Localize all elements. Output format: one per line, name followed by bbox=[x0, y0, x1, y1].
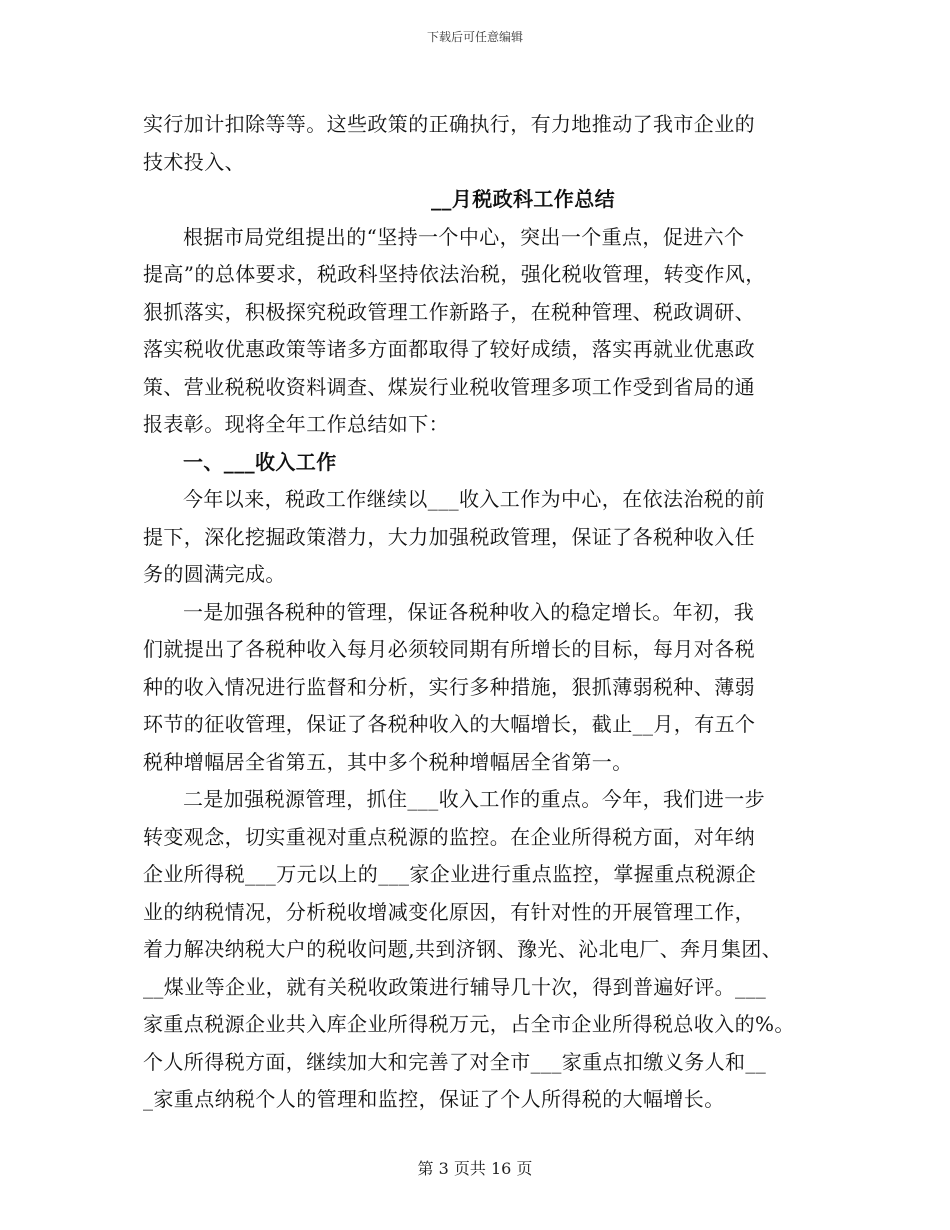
paragraph-line: 家重点税源企业共入库企业所得税万元，占全市企业所得税总收入的%。 bbox=[143, 1012, 795, 1036]
paragraph-line: __煤业等企业，就有关税收政策进行辅导几十次，得到普遍好评。___ bbox=[143, 974, 767, 999]
paragraph-line: 一是加强各税种的管理，保证各税种收入的稳定增长。年初，我 bbox=[183, 599, 755, 624]
paragraph-line: 落实税收优惠政策等诸多方面都取得了较好成绩，落实再就业优惠政 bbox=[143, 337, 755, 361]
paragraph-line: 们就提出了各税种收入每月必须较同期有所增长的目标，每月对各税 bbox=[143, 637, 755, 661]
paragraph-line: 业的纳税情况，分析税收增减变化原因，有针对性的开展管理工作， bbox=[143, 899, 755, 924]
paragraph-line: 策、营业税税收资料调查、煤炭行业税收管理多项工作受到省局的通 bbox=[143, 374, 755, 399]
page-number: 第 3 页共 16 页 bbox=[417, 1159, 533, 1178]
paragraph-line: 提高”的总体要求，税政科坚持依法治税，强化税收管理，转变作风， bbox=[143, 262, 766, 286]
paragraph-line: 二是加强税源管理，抓住___收入工作的重点。今年，我们进一步 bbox=[183, 787, 765, 811]
paragraph-line: 提下，深化挖掘政策潜力，大力加强税政管理，保证了各税种收入任 bbox=[143, 524, 755, 549]
paragraph-line: 狠抓落实，积极探究税政管理工作新路子，在税种管理、税政调研、 bbox=[143, 299, 755, 324]
paragraph-line: 实行加计扣除等等。这些政策的正确执行，有力地推动了我市企业的 bbox=[143, 112, 755, 136]
paragraph-line: _家重点纳税个人的管理和监控，保证了个人所得税的大幅增长。 bbox=[143, 1087, 725, 1111]
paragraph-line: 根据市局党组提出的“坚持一个中心，突出一个重点，促进六个 bbox=[183, 224, 745, 249]
paragraph-line: 转变观念，切实重视对重点税源的监控。在企业所得税方面，对年纳 bbox=[143, 824, 755, 849]
paragraph-line: 着力解决纳税大户的税收问题,共到济钢、豫光、沁北电厂、奔月集团、 bbox=[143, 937, 783, 961]
paragraph-line: 企业所得税___万元以上的___家企业进行重点监控，掌握重点税源企 bbox=[143, 862, 757, 886]
paragraph-line: 种的收入情况进行监督和分析，实行多种措施，狠抓薄弱税种、薄弱 bbox=[143, 674, 755, 699]
paragraph-line: 技术投入、 bbox=[143, 149, 245, 174]
paragraph-line: 个人所得税方面，继续加大和完善了对全市___家重点扣缴义务人和__ bbox=[143, 1049, 767, 1074]
paragraph-line: 今年以来，税政工作继续以___收入工作为中心，在依法治税的前 bbox=[183, 487, 765, 511]
paragraph-line: 税种增幅居全省第五，其中多个税种增幅居全省第一。 bbox=[143, 749, 633, 774]
section-title: __月税政科工作总结 bbox=[431, 187, 615, 211]
header-note: 下载后可任意编辑 bbox=[426, 30, 523, 44]
document-body bbox=[143, 106, 823, 1119]
subsection-heading: 一、___收入工作 bbox=[183, 449, 337, 474]
paragraph-line: 务的圆满完成。 bbox=[143, 562, 286, 586]
paragraph-line: 报表彰。现将全年工作总结如下： bbox=[143, 412, 449, 436]
paragraph-line: 环节的征收管理，保证了各税种收入的大幅增长，截止__月，有五个 bbox=[143, 712, 756, 736]
